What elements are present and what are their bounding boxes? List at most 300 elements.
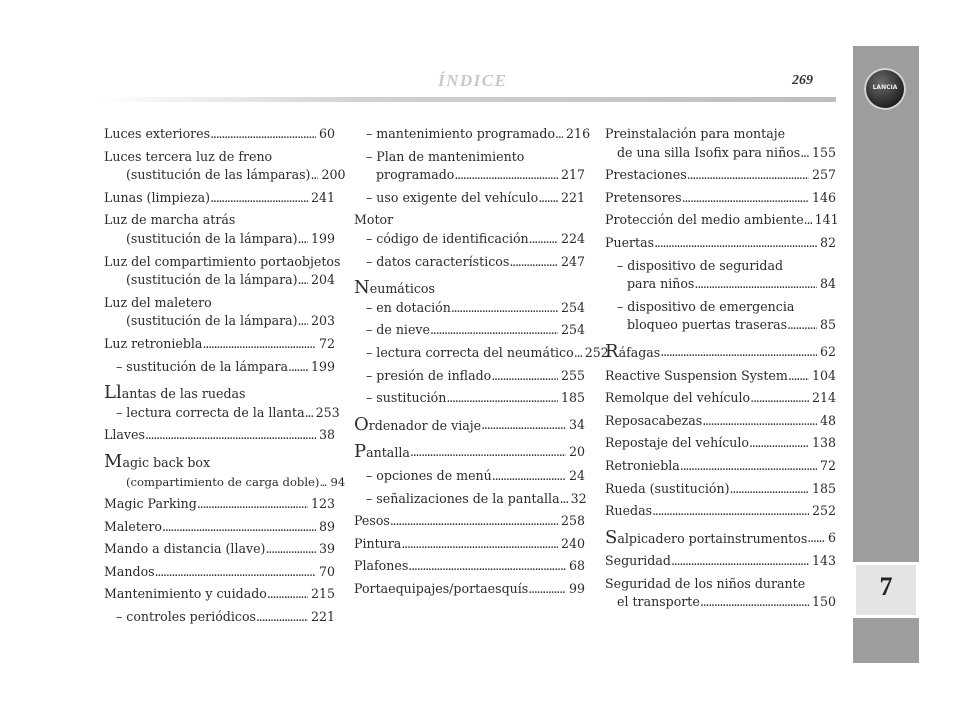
index-entry [605,552,836,571]
entry-page: 24 [568,467,585,483]
entry-label [354,557,408,576]
entry-text: (sustitución de la lámpara) [126,313,298,329]
entry-text: Retroniebla [605,457,680,473]
entry-text: Puertas [605,234,655,250]
entry-label [104,335,202,354]
entry-text: programado [376,167,455,183]
entry-text: Mando a distancia (llave) [104,541,266,557]
index-entry [104,125,335,144]
entry-page: 258 [560,513,585,529]
entry-label [617,144,800,163]
entry-text: – Plan de mantenimiento [366,148,525,164]
entry-page: 62 [819,343,836,359]
dot-leader [410,443,566,463]
letter-initial: R [605,340,619,362]
entry-text: – datos característicos [366,253,510,269]
entry-label [366,299,451,318]
entry-label [104,518,162,537]
dot-leader [305,404,313,423]
entry-label [104,540,265,559]
entry-page: 185 [560,390,585,406]
entry-text: – sustitución [366,390,447,406]
entry-page: 155 [811,144,836,160]
entry-text: – uso exigente del vehículo [366,189,539,205]
entry-text: – sustitución de la lámpara [116,358,289,374]
entry-label [126,312,298,331]
index-entry [354,535,585,554]
index-entry [354,580,585,599]
entry-page: 32 [570,490,587,506]
dot-leader [319,473,327,492]
entry-label [605,480,730,499]
index-entry [104,540,335,559]
entry-label [354,211,393,230]
entry-page: 94 [330,474,346,489]
index-entry [104,518,335,537]
entry-text: – lectura correcta del neumático [366,344,574,360]
dot-leader [555,125,563,144]
entry-page: 146 [811,189,836,205]
entry-page: 224 [560,230,585,246]
index-entry [354,557,585,576]
entry-label [126,230,298,249]
dot-leader [267,585,308,604]
header-rule [98,97,836,102]
entry-page: 39 [318,541,335,557]
entry-page: 252 [811,503,836,519]
index-entry [354,125,591,144]
entry-page: 199 [310,230,335,246]
entry-label [354,580,528,599]
entry-page: 241 [310,189,335,205]
index-entry [605,593,836,612]
entry-page: 20 [568,444,585,460]
entry-label [104,384,246,404]
dot-leader [298,271,308,290]
entry-label [605,552,671,571]
entry-page: 215 [310,586,335,602]
index-entry [104,335,335,354]
dot-leader [454,166,558,185]
entry-label [104,426,145,445]
index-entry [354,253,585,272]
entry-label [605,457,680,476]
dot-leader [528,580,566,599]
entry-page: 141 [814,212,839,228]
entry-page: 150 [811,594,836,610]
index-entry [104,294,335,313]
entry-page: 70 [318,563,335,579]
index-entry [605,434,836,453]
index-entry [605,389,836,408]
entry-text: Seguridad de los niños durante [605,575,806,591]
dot-leader [682,189,809,208]
dot-leader [202,335,316,354]
index-entry [605,340,836,363]
index-entry [104,585,335,604]
dot-leader [538,189,558,208]
dot-leader [560,490,568,509]
index-entry [605,480,836,499]
index-entry [605,298,836,317]
index-entry [104,271,335,290]
dot-leader [807,529,825,549]
index-entry [605,316,836,335]
index-column-1 [104,125,346,631]
entry-label [104,294,212,313]
entry-label [104,585,267,604]
dot-leader [430,321,558,340]
index-entry [104,495,335,514]
index-entry [104,148,335,167]
entry-text: – opciones de menú [366,467,492,483]
entry-label [605,367,788,386]
index-entry [354,389,585,408]
dot-leader [298,230,308,249]
dot-leader [162,518,316,537]
entry-text: – dispositivo de seguridad [617,257,784,273]
dot-leader [155,563,316,582]
index-entry [605,526,836,549]
entry-page: 185 [811,480,836,496]
dot-leader [787,316,817,335]
entry-text: (sustitución de la lámpara) [126,272,298,288]
dot-leader [298,312,308,331]
entry-label [104,563,155,582]
index-entry [104,312,335,331]
index-entry [104,563,335,582]
entry-text: eumáticos [369,281,435,297]
entry-label [605,412,702,431]
entry-text: Pretensores [605,189,682,205]
entry-text: Reposacabezas [605,412,703,428]
dot-leader [288,358,308,377]
entry-text: Repostaje del vehículo [605,435,749,451]
entry-label [605,125,785,144]
dot-leader [694,275,817,294]
dot-leader [702,412,817,431]
entry-label [366,344,574,363]
entry-label [366,125,555,144]
dot-leader [401,535,558,554]
entry-label [376,166,454,185]
entry-page: 199 [310,358,335,374]
entry-page: 89 [318,518,335,534]
index-entry [354,211,585,230]
index-entry [354,512,585,531]
dot-leader [256,608,308,627]
dot-leader [509,253,558,272]
entry-page: 104 [811,367,836,383]
letter-initial: S [605,526,618,548]
entry-label [354,279,435,299]
index-column-3 [605,125,839,616]
entry-label [605,234,654,253]
entry-text: Luz del compartimiento portaobjetos [104,253,341,269]
entry-label [366,490,560,509]
entry-text: Mantenimiento y cuidado [104,586,267,602]
dot-leader [671,552,809,571]
entry-label [366,253,509,272]
index-entry [104,189,335,208]
dot-leader [749,434,809,453]
index-entry [354,166,585,185]
index-entry [354,490,585,509]
entry-text: – en dotación [366,299,451,315]
entry-page: 257 [811,167,836,183]
dot-leader [730,480,809,499]
entry-label [354,535,401,554]
index-entry [605,211,839,230]
entry-page: 221 [560,189,585,205]
entry-label [366,148,524,167]
entry-page: 123 [310,496,335,512]
entry-text: – dispositivo de emergencia [617,298,795,314]
entry-text: Reactive Suspension System [605,367,788,383]
index-entry [354,344,609,363]
entry-label [366,467,492,486]
entry-text: Motor [354,212,394,228]
index-entry [605,502,836,521]
entry-text: Preinstalación para montaje [605,126,786,141]
entry-text: Luces tercera luz de freno [104,148,273,164]
entry-page: 68 [568,558,585,574]
index-entry [104,358,335,377]
entry-text: Pintura [354,535,402,551]
entry-text: Lunas (limpieza) [104,189,211,205]
entry-label [605,166,687,185]
entry-text: bloqueo puertas traseras [627,317,788,333]
dot-leader [529,230,558,249]
entry-text: rdenador de viaje [368,417,482,433]
letter-initial: P [354,441,367,463]
entry-page: 200 [321,167,346,183]
lancia-logo-icon [864,68,906,110]
index-entry [605,234,836,253]
dot-leader [750,389,809,408]
index-entry [104,166,346,185]
entry-page: 217 [560,167,585,183]
index-entry [354,279,585,299]
index-entry [605,189,836,208]
entry-label [116,608,256,627]
entry-text: Rueda (sustitución) [605,480,730,496]
entry-label [354,443,410,463]
entry-page: 99 [568,580,585,596]
entry-label [104,253,340,272]
logo-text: LANCIA [872,84,898,91]
letter-initial: M [104,450,123,472]
entry-text: (compartimiento de carga doble) [126,474,320,489]
entry-label [627,316,787,335]
index-entry [354,443,585,463]
index-entry [354,148,585,167]
entry-text: – señalizaciones de la pantalla [366,490,560,506]
index-entry [104,473,346,492]
entry-label [605,526,808,549]
entry-text: – lectura correcta de la llanta [116,404,305,420]
entry-text: Protección del medio ambiente [605,212,804,228]
index-entry [354,189,585,208]
page-header-title: ÍNDICE [438,71,508,90]
entry-label [617,257,783,276]
entry-label [126,473,319,492]
index-entry [354,413,585,436]
entry-label [126,271,298,290]
dot-leader [680,457,817,476]
entry-label [627,275,694,294]
entry-label [126,166,310,185]
entry-text: Prestaciones [605,167,687,183]
entry-label [354,413,482,436]
letter-initial: O [354,413,369,435]
index-entry [354,467,585,486]
index-entry [605,457,836,476]
dot-leader [210,125,316,144]
letter-initial: Ll [104,382,122,404]
entry-page: 240 [560,535,585,551]
index-entry [104,253,341,272]
entry-label [605,575,805,594]
entry-text: – código de identificación [366,230,529,246]
entry-text: Luz retroniebla [104,335,203,351]
entry-text: Seguridad [605,553,671,569]
index-entry [104,384,335,404]
entry-label [366,367,491,386]
entry-page: 247 [560,253,585,269]
dot-leader [574,344,582,363]
entry-text: el transporte [617,594,700,610]
entry-page: 38 [318,427,335,443]
dot-leader [491,367,558,386]
index-entry [104,404,340,423]
dot-leader [265,540,316,559]
entry-text: para niños [627,276,695,292]
entry-text: – mantenimiento programado [366,126,556,141]
entry-page: 254 [560,299,585,315]
entry-label [605,340,661,363]
index-entry [104,426,335,445]
dot-leader [660,343,817,363]
dot-leader [800,144,809,163]
index-entry [354,299,585,318]
entry-label [104,148,272,167]
entry-text: áfagas [618,344,661,360]
dot-leader [408,557,566,576]
entry-text: antas de las ruedas [121,386,246,402]
entry-text: agic back box [122,454,211,470]
entry-label [366,189,538,208]
entry-page: 84 [819,276,836,292]
entry-label [366,389,446,408]
dot-leader [804,211,812,230]
entry-text: – de nieve [366,322,430,338]
dot-leader [310,166,318,185]
entry-page: 255 [560,367,585,383]
entry-text: Portaequipajes/portaesquís [354,580,529,596]
entry-label [116,404,305,423]
entry-page: 221 [310,609,335,625]
entry-text: Ruedas [605,503,653,519]
entry-label [605,189,682,208]
index-column-2 [354,125,609,602]
entry-page: 48 [819,412,836,428]
entry-page: 6 [827,529,836,545]
dot-leader [654,234,817,253]
entry-label [605,434,749,453]
entry-page: 72 [819,457,836,473]
entry-text: de una silla Isofix para niños [617,144,801,160]
entry-page: 203 [310,313,335,329]
index-entry [104,211,335,230]
dot-leader [145,426,316,445]
index-entry [605,144,836,163]
entry-label [104,450,211,473]
dot-leader [788,367,809,386]
entry-text: Maletero [104,518,163,534]
entry-page: 143 [811,553,836,569]
entry-page: 72 [318,335,335,351]
entry-text: Mandos [104,563,155,579]
entry-text: Plafones [354,558,409,574]
entry-page: 138 [811,435,836,451]
index-entry [354,367,585,386]
index-entry [605,575,836,594]
index-entry [605,166,836,185]
entry-text: alpicadero portainstrumentos [617,530,808,546]
index-entry [104,450,335,473]
entry-label [104,189,210,208]
entry-label [366,230,529,249]
dot-leader [652,502,809,521]
index-entry [104,608,335,627]
dot-leader [492,467,566,486]
entry-text: Luz de marcha atrás [104,212,236,228]
entry-page: 216 [566,126,591,141]
dot-leader [446,389,558,408]
entry-label [354,512,390,531]
entry-text: Luz del maletero [104,294,212,310]
entry-page: 214 [811,390,836,406]
letter-initial: N [354,277,370,299]
entry-text: – controles periódicos [116,609,256,625]
entry-text: – presión de inflado [366,367,492,383]
entry-text: (sustitución de las lámparas) [126,167,311,183]
index-entry [605,257,836,276]
entry-label [104,211,235,230]
entry-label [605,211,804,230]
chapter-number: 7 [879,572,893,601]
index-entry [605,275,836,294]
entry-text: antalla [366,445,410,461]
entry-page: 253 [315,404,340,420]
dot-leader [451,299,558,318]
entry-page: 60 [318,126,335,141]
dot-leader [687,166,809,185]
entry-label [104,495,197,514]
entry-text: Magic Parking [104,496,197,512]
entry-page: 34 [568,416,585,432]
entry-label [104,125,210,144]
entry-text: Luces exteriores [104,126,211,141]
dot-leader [700,593,809,612]
dot-leader [390,512,558,531]
dot-leader [197,495,308,514]
entry-text: Llaves [104,427,145,443]
entry-label [605,502,652,521]
entry-label [366,321,430,340]
index-entry [104,230,335,249]
